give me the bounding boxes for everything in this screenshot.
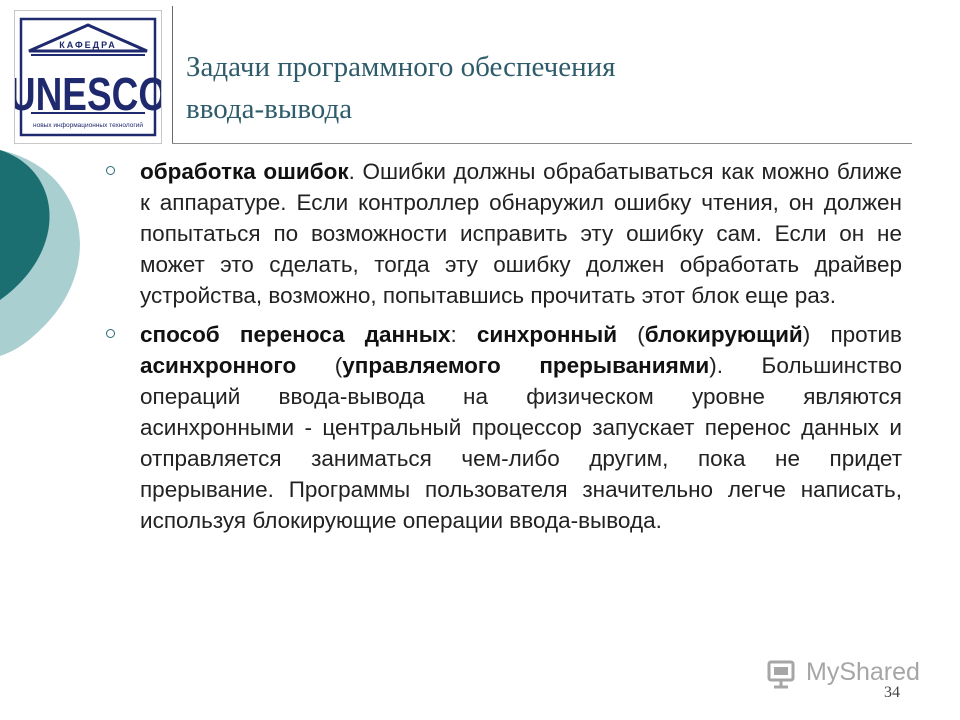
unesco-logo-graphic xyxy=(15,11,161,143)
bullet-term: управляемого прерываниями xyxy=(342,353,710,378)
bullet-term: обработка ошибок xyxy=(140,159,349,184)
slide-title-line-1: Задачи программного обеспечения xyxy=(186,51,616,83)
bullet-text: : xyxy=(450,322,477,347)
bullet-item-error-handling xyxy=(106,156,902,311)
slides-icon xyxy=(766,656,800,690)
bullet-term: асинхронного xyxy=(140,353,297,378)
bullet-term: способ переноса данных xyxy=(140,322,451,347)
slide-title-line-2: ввода-вывода xyxy=(186,93,353,125)
logo-brand-text: UNESCO xyxy=(15,68,161,120)
bullet-text: ( xyxy=(296,353,343,378)
logo-bottom-text: новых информационных технологий xyxy=(33,122,143,129)
bullet-circle-icon xyxy=(106,166,115,175)
slide-title xyxy=(186,46,886,130)
watermark-text: MyShared xyxy=(806,658,920,686)
bullet-item-data-transfer xyxy=(106,319,902,536)
logo-top-text: КАФЕДРА xyxy=(59,40,117,50)
bullet-circle-icon xyxy=(106,329,115,338)
bullet-paragraph xyxy=(140,319,902,536)
header-horizontal-divider xyxy=(172,143,912,144)
bullet-text: . Ошибки должны обрабатываться как можно ближе к аппаратуре. Если контроллер обнаружил ошибку чтения, он должен попытаться по возможности исправить эту ошибку сам. Если он не может это сделать, тогда эту ошибку должен обработать драйвер устройства, возможно, попытавшись прочитать этот блок еще раз. xyxy=(140,159,902,308)
bullet-text: ) против xyxy=(802,322,902,347)
slide-content xyxy=(106,156,902,544)
bullet-text: ). Большинство операций ввода-вывода на физическом уровне являются асинхронными - центральный процессор запускает перенос данных и отправляется заниматься чем-либо другим, пока не придет прерывание. Программы пользователя значительно легче написать, используя блокирующие операции ввода-вывода. xyxy=(140,353,903,533)
bullet-paragraph xyxy=(140,156,902,311)
myshared-watermark xyxy=(766,656,936,690)
bullet-term: блокирующий xyxy=(644,322,803,347)
header-vertical-divider xyxy=(172,6,173,144)
bullet-text: ( xyxy=(617,322,645,347)
bullet-term: синхронный xyxy=(476,322,618,347)
page-number: 34 xyxy=(884,684,900,701)
unesco-logo xyxy=(14,10,162,144)
